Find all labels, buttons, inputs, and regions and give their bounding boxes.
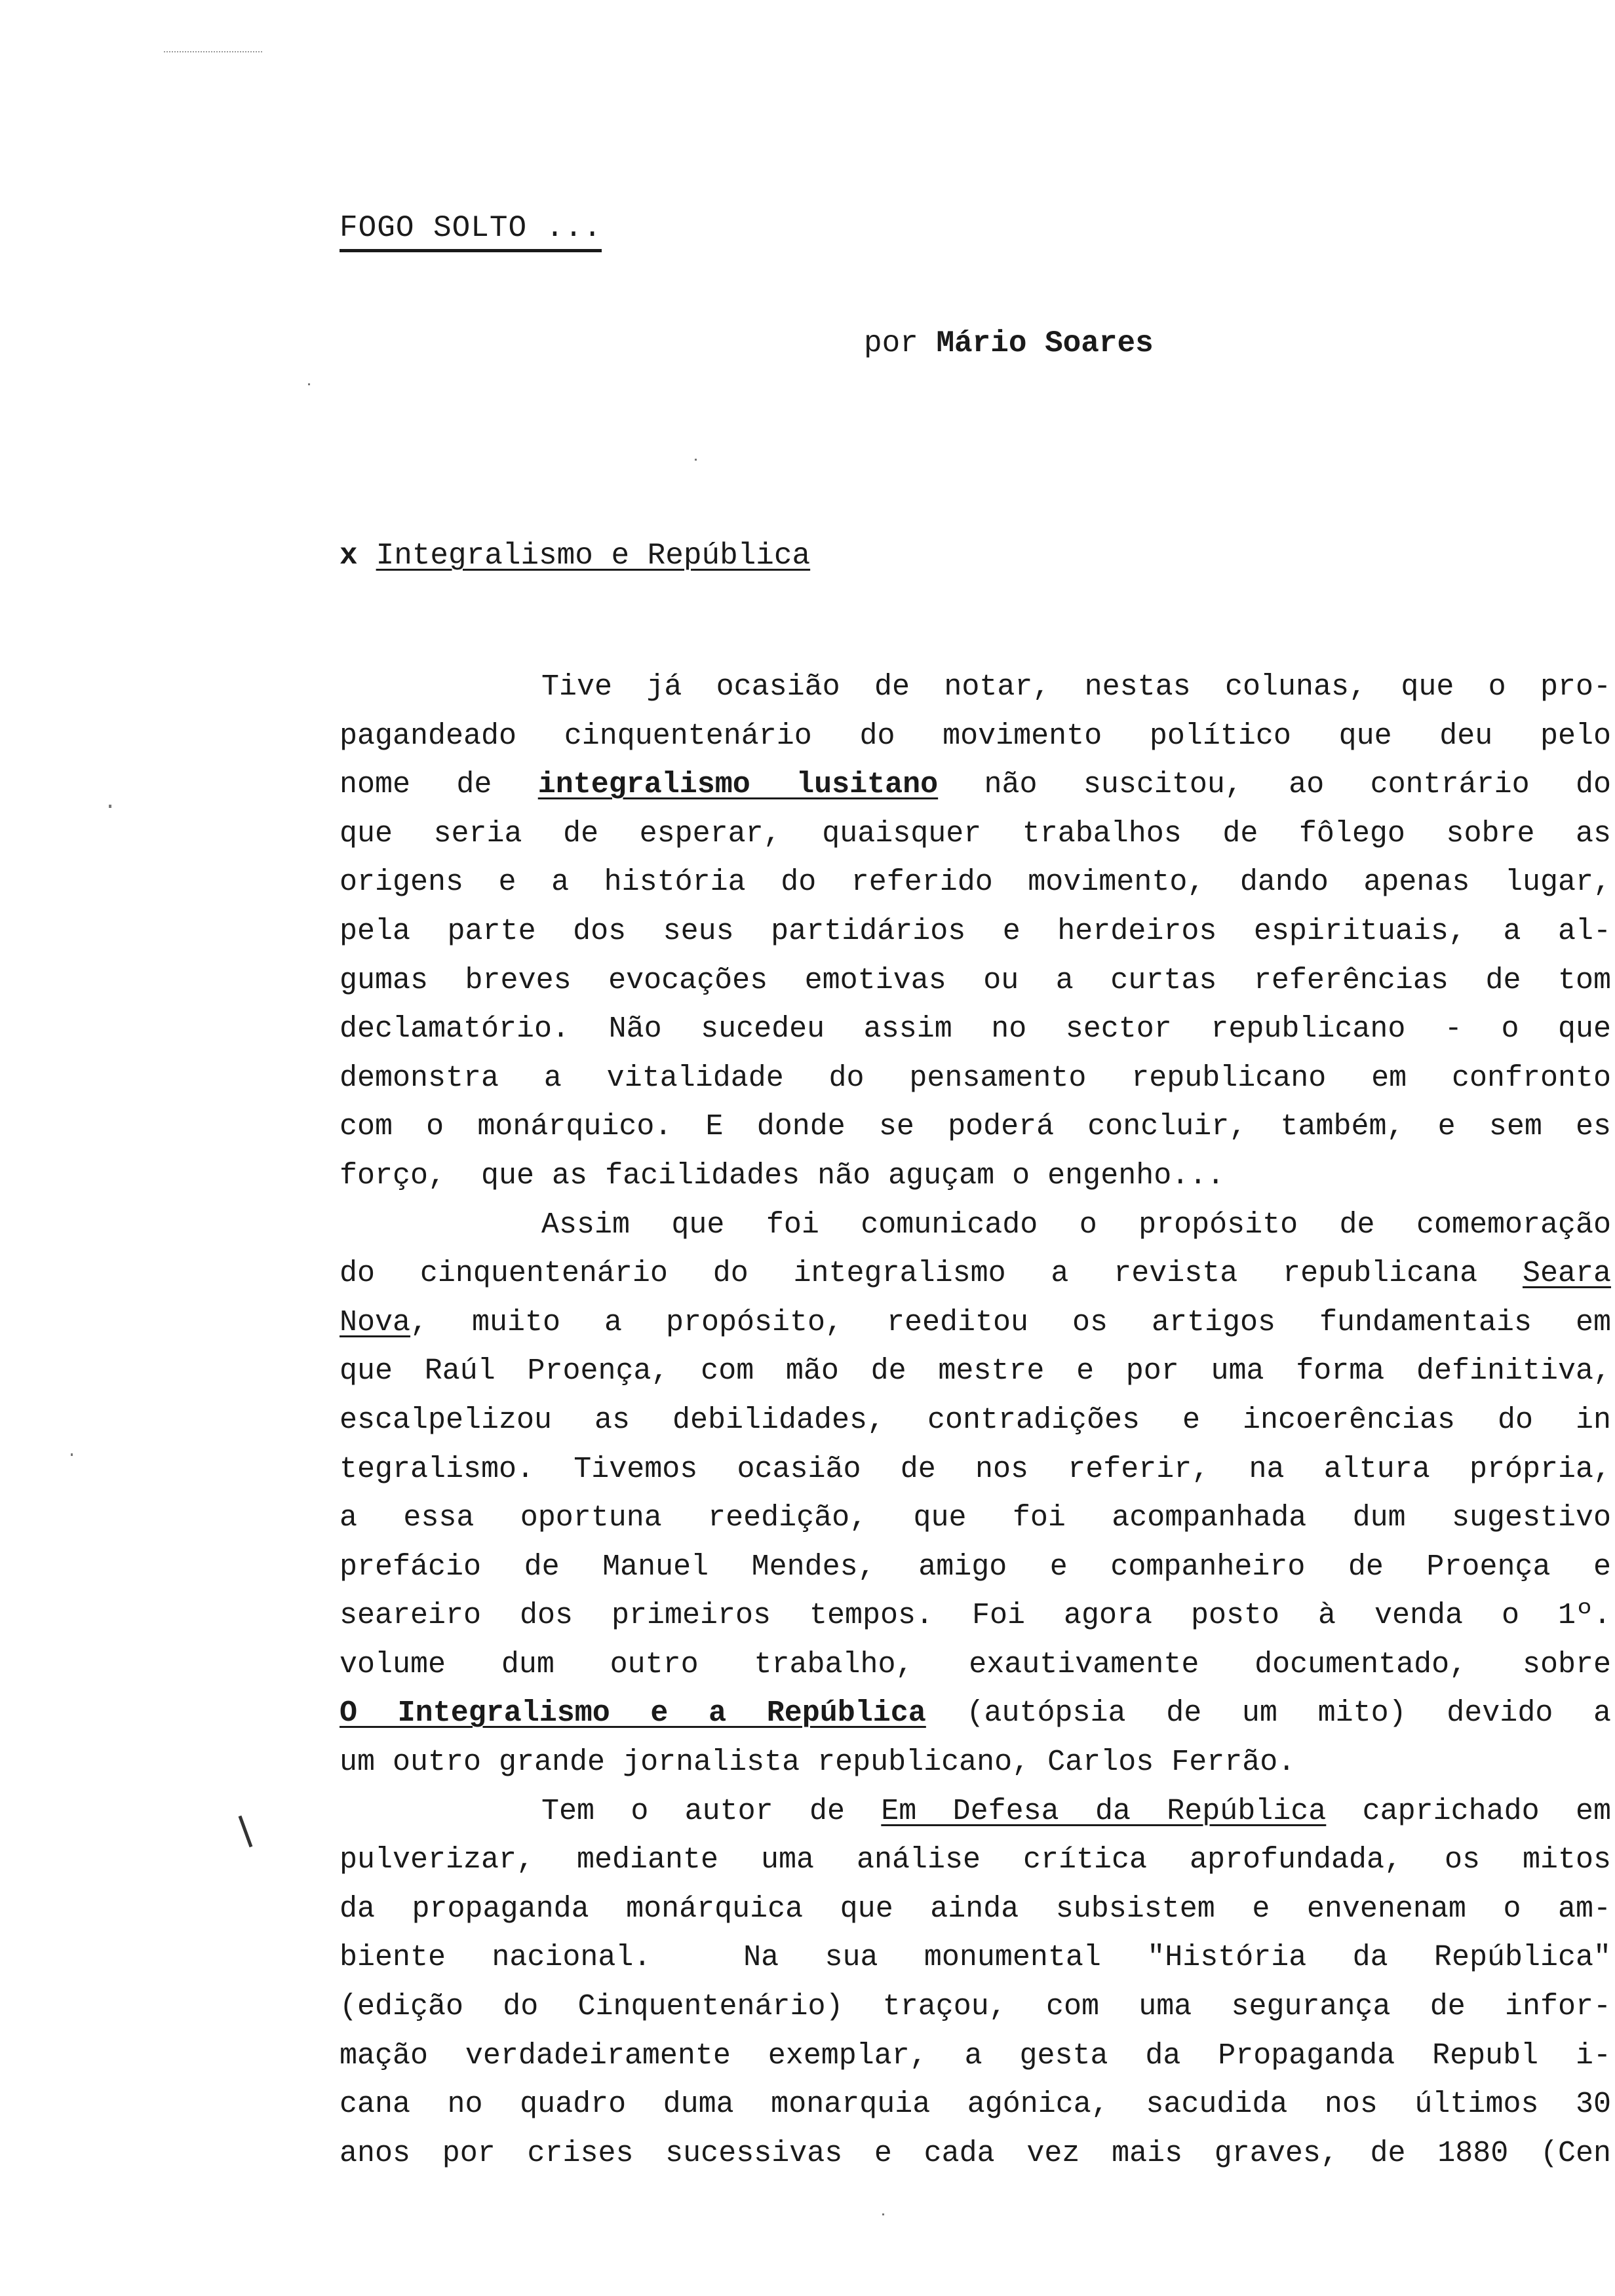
text-line: nome de integralismo lusitano não suscitou, ao contrário do [340, 768, 1611, 802]
text-line: declamatório. Não sucedeu assim no sector republicano - o que [340, 1012, 1611, 1046]
text-line: que Raúl Proença, com mão de mestre e por uma forma definitiva, [340, 1354, 1611, 1388]
underlined-term: Em Defesa da República [881, 1794, 1327, 1828]
text-line: demonstra a vitalidade do pensamento republicano em confronto [340, 1061, 1611, 1095]
text-line: que seria de esperar, quaisquer trabalhos de fôlego sobre as [340, 816, 1611, 851]
article-body [340, 663, 1611, 2178]
header-dotted-rule [164, 51, 262, 52]
text-line: O Integralismo e a República (autópsia de um mito) devido a [340, 1696, 1612, 1731]
text-line: prefácio de Manuel Mendes, amigo e companheiro de Proença e [340, 1550, 1611, 1584]
text-line: gumas breves evocações emotivas ou a curtas referências de tom [340, 963, 1611, 997]
scan-speck [71, 1453, 73, 1456]
text-line: escalpelizou as debilidades, contradições e incoerências do in [340, 1403, 1611, 1437]
scan-speck [239, 1816, 253, 1848]
text-line: pela parte dos seus partidários e herdeiros espirituais, a al- [340, 914, 1611, 948]
text-line: Tive já ocasião de notar, nestas colunas, que o pro- [541, 670, 1611, 704]
text-line: pagandeado cinquentenário do movimento político que deu pelo [340, 719, 1611, 753]
text-line: volume dum outro trabalho, exautivamente documentado, sobre [340, 1647, 1611, 1681]
underlined-term: O Integralismo e a República [340, 1696, 926, 1731]
text-line: origens e a história do referido movimento, dando apenas lugar, [340, 866, 1611, 900]
underlined-term: Seara [1522, 1257, 1611, 1291]
text-line: do cinquentenário do integralismo a revista republicana Seara [340, 1257, 1611, 1291]
text-line: mação verdadeiramente exemplar, a gesta da Propaganda Republ i- [340, 2038, 1611, 2073]
text-line: biente nacional. Na sua monumental "História da República" [340, 1941, 1611, 1975]
text-line: forço, que as facilidades não aguçam o engenho... [340, 1158, 1225, 1193]
text-line: seareiro dos primeiros tempos. Foi agora posto à venda o 1º. [340, 1599, 1611, 1633]
byline [864, 324, 1154, 363]
text-line: (edição do Cinquentenário) traçou, com uma segurança de infor- [340, 1990, 1611, 2024]
text-line: Assim que foi comunicado o propósito de comemoração [541, 1208, 1611, 1242]
byline-prefix: por [864, 326, 918, 360]
text-line: cana no quadro duma monarquia agónica, sacudida nos últimos 30 [340, 2088, 1611, 2122]
underlined-term: Nova [340, 1305, 411, 1339]
scan-speck [109, 805, 111, 808]
byline-author: Mário Soares [936, 326, 1154, 360]
text-line: Nova, muito a propósito, reeditou os artigos fundamentais em [340, 1305, 1611, 1339]
text-line: da propaganda monárquica que ainda subsistem e envenenam o am- [340, 1892, 1611, 1926]
text-line: Tem o autor de Em Defesa da República caprichado em [541, 1794, 1611, 1828]
text-line: um outro grande jornalista republicano, Carlos Ferrão. [340, 1746, 1296, 1780]
text-line: tegralismo. Tivemos ocasião de nos referir, na altura própria, [340, 1452, 1611, 1486]
text-line: anos por crises sucessivas e cada vez mais graves, de 1880 (Cen [340, 2136, 1611, 2170]
text-line: com o monárquico. E donde se poderá concluir, também, e sem es [340, 1110, 1611, 1144]
underlined-term: integralismo lusitano [537, 768, 939, 802]
scan-speck [695, 459, 697, 461]
section-heading [340, 536, 810, 575]
text-line: a essa oportuna reedição, que foi acompanhada dum sugestivo [340, 1501, 1611, 1535]
section-bullet: x [340, 539, 358, 573]
scan-speck [308, 383, 310, 385]
text-line: pulverizar, mediante uma análise crítica aprofundada, os mitos [340, 1843, 1611, 1877]
article-title: FOGO SOLTO ... [340, 208, 602, 252]
section-heading-text: Integralismo e República [376, 539, 811, 573]
scan-speck [882, 2213, 884, 2215]
